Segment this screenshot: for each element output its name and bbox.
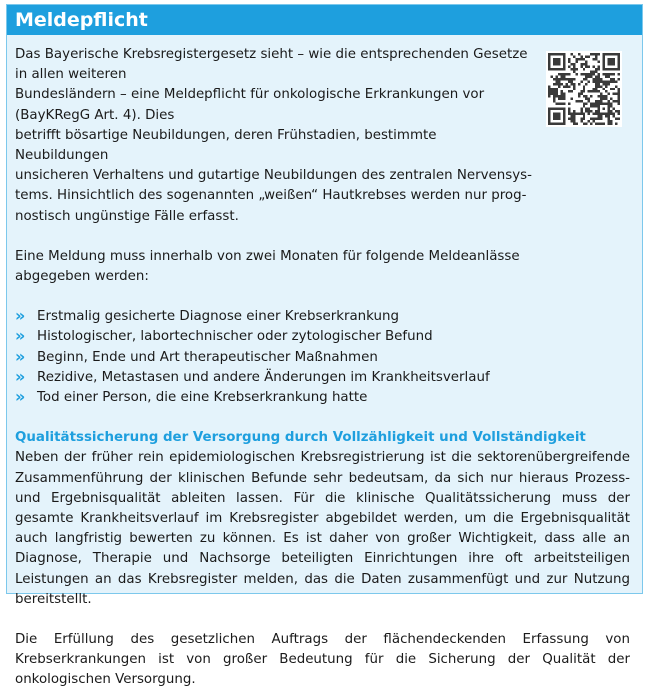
box-header [7,5,642,35]
chevron-icon: » [15,326,26,346]
intro-line: Das Bayerische Krebsregistergesetz sieht – wie die entsprechenden Gesetze in allen weiteren [15,47,528,83]
section-heading: Qualitätssicherung der Versorgung durch Vollzähligkeit und Vollständigkeit [15,430,586,446]
box-title: Meldepflicht [15,9,148,31]
intro-line: betrifft bösartige Neubildungen, deren Frühstadien, bestimmte Neubildungen [15,127,437,164]
intro-line: nostisch ungünstige Fälle erfasst. [15,208,239,224]
intro-line: tems. Hinsichtlich des sogenannten „weißen“ Hautkrebses werden nur prog- [15,188,527,204]
box-content [15,45,630,691]
qr-code[interactable] [546,51,622,127]
intro-paragraph [15,45,630,227]
chevron-icon: » [15,346,26,366]
list-item: » Beginn, Ende und Art therapeutischer Maßnahmen [15,346,378,366]
report-reasons-list [15,307,630,408]
intro-line: unsicheren Verhaltens und gutartige Neubildungen des zentralen Nervensys- [15,168,532,184]
chevron-icon: » [15,366,26,386]
list-item: » Tod einer Person, die eine Krebserkrankung hatte [15,386,368,406]
info-box [6,4,643,688]
quality-paragraph: Neben der früher rein epidemiologischen Krebsregistrierung ist die sektorenübergreifende Zusammenführung der klinischen Befunde sehr bedeutsam, da sich nur hieraus Prozess- und Ergebnisqualität ableiten lassen. Für die klinische Qualitätssicherung muss der gesamte Krankheitsverlauf im Krebsregister abgebildet werden, um die Ergebnisqualität auch langfristig bewerten zu können. Es ist daher von großer Wichtigkeit, dass alle an Diagnose, Therapie und Nachsorge beteiligten Einrichtungen ihre oft arbeitsteiligen Leistungen an das Krebsregister melden, das die Daten zusammenfügt und zur Nutzung bereitstellt. [15,450,630,607]
chevron-icon: » [15,386,26,406]
list-item: » Histologischer, labortechnischer oder zytologischer Befund [15,326,433,346]
closing-paragraph: Die Erfüllung des gesetzlichen Auftrags der flächendeckenden Erfassung von Krebserkrankungen ist von großer Bedeutung für die Sicherung der Qualität der onkologischen Versorgung. [15,632,630,688]
list-item: » Rezidive, Metastasen und andere Änderungen im Krankheitsverlauf [15,366,490,386]
intro-line: Bundesländern – eine Meldepflicht für onkologische Erkrankungen vor (BayKRegG Art. 4). Dies [15,87,485,123]
chevron-icon: » [15,306,26,326]
notice-paragraph: Eine Meldung muss innerhalb von zwei Monaten für folgende Meldeanlässe abgegeben werden: [15,248,520,285]
list-item: » Erstmalig gesicherte Diagnose einer Krebserkrankung [15,306,399,326]
